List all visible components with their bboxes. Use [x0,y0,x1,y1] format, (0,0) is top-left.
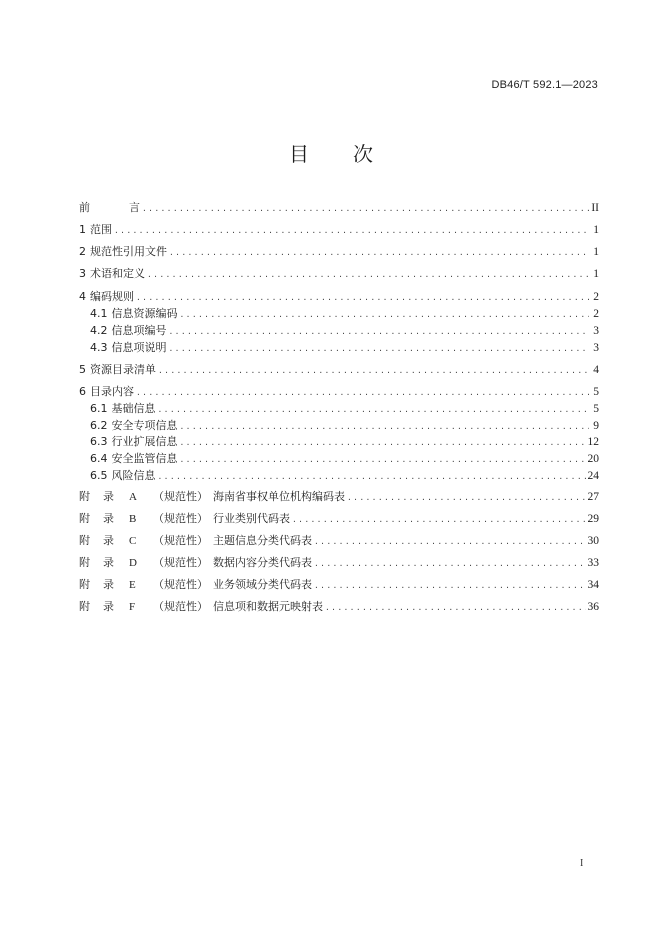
dot-leader [158,469,586,485]
toc-entry-page: 34 [587,579,599,591]
toc-annex-entry[interactable] [79,489,599,505]
annex-word: 录 [103,490,114,503]
dot-leader [314,578,586,594]
toc-entry-page: 2 [593,308,599,320]
toc-entry-label: 术语和定义 [90,267,145,280]
toc-entry[interactable] [79,244,599,260]
toc-entry-number: 4.2 [90,324,108,337]
dot-leader [158,363,589,379]
dot-leader [169,324,590,340]
toc-entry[interactable] [79,266,599,282]
toc-entry-page: 5 [593,403,599,415]
annex-word: 录 [103,600,114,613]
title-char-1: 目 [289,142,309,166]
toc-subentry[interactable] [90,323,599,339]
dot-leader [314,556,586,572]
dot-leader [292,512,586,528]
toc-entry-foreword[interactable] [79,200,599,216]
toc-entry-number: 4 [79,290,86,303]
toc-entry-label: 安全监管信息 [111,452,178,465]
annex-letter: D [129,557,137,569]
toc-annex-entry[interactable] [79,511,599,527]
toc-entry-label: 规范性引用文件 [90,245,167,258]
dot-leader [158,402,590,418]
toc-entry-number: 6 [79,385,86,398]
toc-entry-number: 4.1 [90,307,108,320]
toc-entry-label: 信息项编号 [111,324,167,337]
annex-letter: B [129,513,137,525]
toc-entry-number: 6.1 [90,402,108,415]
annex-normative-tag: （规范性） [153,534,208,547]
toc-subentry[interactable] [90,418,599,434]
toc-entry-label: 编码规则 [90,290,134,303]
toc-annex-entry[interactable] [79,599,599,615]
toc-subentry[interactable] [90,434,599,450]
dot-leader [147,267,589,283]
toc-entry-page: 3 [593,342,599,354]
toc-entry-page: 9 [593,420,599,432]
annex-letter: E [129,579,136,591]
annex-word: 附 [79,512,90,525]
annex-title: 行业类别代码表 [213,512,290,525]
annex-title: 主题信息分类代码表 [213,534,312,547]
toc-entry-page: 29 [587,513,599,525]
toc-entry-number: 1 [79,223,86,236]
toc-entry[interactable] [79,289,599,305]
annex-letter: F [129,601,136,613]
annex-normative-tag: （规范性） [153,578,208,591]
toc-subentry[interactable] [90,340,599,356]
toc-entry-label: 范围 [90,223,112,236]
toc-entry-page: 1 [593,246,599,258]
dot-leader [169,341,590,357]
dot-leader [180,419,590,435]
annex-word: 附 [79,578,90,591]
toc-entry-page: 36 [587,601,599,613]
dot-leader [142,201,589,217]
toc-subentry[interactable] [90,401,599,417]
annex-word: 附 [79,490,90,503]
dot-leader [114,223,589,239]
annex-word: 录 [103,578,114,591]
toc-annex-entry[interactable] [79,533,599,549]
toc-entry-label: 资源目录清单 [90,363,156,376]
toc-entry-page: 5 [593,386,599,398]
toc-annex-entry[interactable] [79,577,599,593]
toc-entry-label: 基础信息 [111,402,156,415]
toc-entry-label: 信息资源编码 [111,307,178,320]
toc-subentry[interactable] [90,451,599,467]
annex-letter: C [129,535,137,547]
toc-entry-label: 风险信息 [111,469,156,482]
dot-leader [180,435,586,451]
toc-entry-page: 2 [593,291,599,303]
toc-entry-page: 30 [587,535,599,547]
annex-word: 附 [79,600,90,613]
footer-page-number: I [580,858,584,869]
toc-entry-number: 6.3 [90,435,108,448]
toc-entry-page: 1 [593,224,599,236]
toc-entry-page: 4 [593,364,599,376]
annex-word: 附 [79,556,90,569]
toc-entry-page: 24 [587,470,599,482]
toc-subentry[interactable] [90,468,599,484]
toc-entry-number: 6.5 [90,469,108,482]
toc-entry-label: 安全专项信息 [111,419,178,432]
annex-letter: A [129,491,137,503]
dot-leader [136,290,589,306]
dot-leader [136,385,589,401]
dot-leader [314,534,586,550]
annex-word: 录 [103,556,114,569]
annex-title: 数据内容分类代码表 [213,556,312,569]
toc-entry-number: 6.2 [90,419,108,432]
toc-entry-label: 行业扩展信息 [111,435,178,448]
toc-entry-page: 1 [593,268,599,280]
toc-entry[interactable] [79,384,599,400]
toc-entry-page: 12 [587,436,599,448]
annex-title: 业务领域分类代码表 [213,578,312,591]
toc-entry-page: 33 [587,557,599,569]
document-code: DB46/T 592.1—2023 [491,79,598,91]
annex-title: 信息项和数据元映射表 [213,600,323,613]
toc-entry-number: 3 [79,267,86,280]
toc-annex-entry[interactable] [79,555,599,571]
toc-entry-page: 27 [587,491,599,503]
dot-leader [180,307,590,323]
page-title [0,138,662,167]
toc-entry-number: 6.4 [90,452,108,465]
annex-word: 录 [103,534,114,547]
annex-word: 录 [103,512,114,525]
dot-leader [325,600,586,616]
annex-word: 附 [79,534,90,547]
toc-subentry[interactable] [90,306,599,322]
toc-entry-number: 5 [79,363,86,376]
dot-leader [347,490,586,506]
annex-title: 海南省事权单位机构编码表 [213,490,345,503]
dot-leader [180,452,586,468]
toc-entry-label: 信息项说明 [111,341,167,354]
annex-normative-tag: （规范性） [153,490,208,503]
annex-normative-tag: （规范性） [153,556,208,569]
dot-leader [169,245,589,261]
toc-entry-page: 3 [593,325,599,337]
toc-entry-number: 4.3 [90,341,108,354]
toc-entry-page: 20 [587,453,599,465]
toc-entry-page: II [591,202,599,214]
toc-entry-label: 目录内容 [90,385,134,398]
toc-entry-number: 2 [79,245,86,258]
annex-normative-tag: （规范性） [153,512,208,525]
toc-entry[interactable] [79,222,599,238]
toc-entry[interactable] [79,362,599,378]
title-char-2: 次 [353,142,373,166]
annex-normative-tag: （规范性） [153,600,208,613]
toc-entry-label: 前 言 [79,201,140,214]
